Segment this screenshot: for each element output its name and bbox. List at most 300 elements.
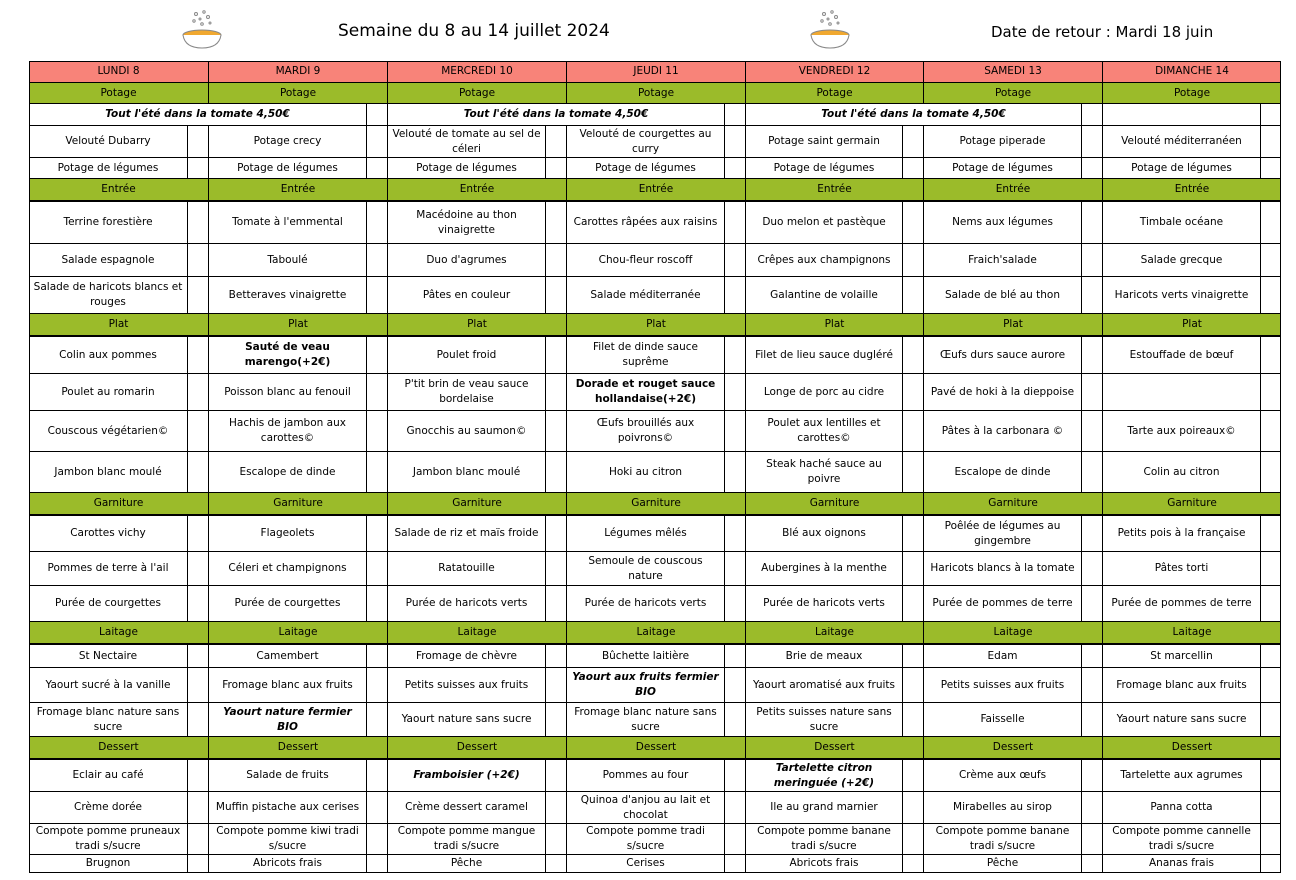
cell-divider xyxy=(724,202,725,243)
cell-divider xyxy=(1260,645,1261,667)
cell-divider xyxy=(1260,586,1261,621)
cell-divider xyxy=(545,411,546,451)
cell-divider xyxy=(187,516,188,551)
table-row xyxy=(29,645,1281,668)
cell-divider xyxy=(902,126,903,157)
menu-item: Pâtes en couleur xyxy=(387,277,545,313)
cell-divider xyxy=(724,760,725,791)
menu-table xyxy=(29,61,1281,873)
promo-row xyxy=(29,104,1281,126)
cell-divider xyxy=(366,244,367,276)
menu-item: Duo melon et pastèque xyxy=(745,202,902,243)
menu-item: Poisson blanc au fenouil xyxy=(208,374,366,410)
day-header: DIMANCHE 14 xyxy=(1102,61,1281,82)
menu-item: Taboulé xyxy=(208,244,366,276)
cell-divider xyxy=(902,586,903,621)
cell-divider xyxy=(366,703,367,736)
cell-divider xyxy=(187,855,188,872)
menu-item: Yaourt nature sans sucre xyxy=(1102,703,1260,736)
menu-item: Fromage blanc nature sans sucre xyxy=(36,705,180,733)
category-label: Garniture xyxy=(208,493,387,514)
cell-divider xyxy=(724,374,725,410)
promo-banner: Tout l'été dans la tomate 4,50€ xyxy=(387,104,724,125)
menu-item: Salade grecque xyxy=(1102,244,1260,276)
cell-divider xyxy=(1081,277,1082,313)
menu-item: Yaourt aux fruits fermier BIO xyxy=(566,668,724,702)
menu-item: Quinoa d'anjou au lait et chocolat xyxy=(566,792,724,823)
menu-item: Fraich'salade xyxy=(923,244,1081,276)
cell-divider xyxy=(545,824,546,854)
menu-item: Fromage blanc aux fruits xyxy=(208,668,366,702)
table-row xyxy=(29,824,1281,855)
day-header: JEUDI 11 xyxy=(566,61,745,82)
category-row-plat xyxy=(29,314,1281,337)
category-label: Dessert xyxy=(208,737,387,758)
table-row xyxy=(29,411,1281,452)
menu-item: Potage de légumes xyxy=(923,158,1081,178)
menu-item: Crème dessert caramel xyxy=(387,792,545,823)
cell-divider xyxy=(1081,374,1082,410)
cell-divider xyxy=(1081,244,1082,276)
menu-item: Estouffade de bœuf xyxy=(1102,337,1260,373)
cell-divider xyxy=(724,277,725,313)
menu-item: Pommes de terre à l'ail xyxy=(47,562,169,574)
cell-divider xyxy=(1081,411,1082,451)
menu-item: St Nectaire xyxy=(78,649,138,662)
menu-item: Longe de porc au cidre xyxy=(745,374,902,410)
menu-item: Potage de légumes xyxy=(57,161,159,174)
cell-divider xyxy=(187,586,188,621)
menu-item: Nems aux légumes xyxy=(923,202,1081,243)
menu-item: Fromage blanc nature sans sucre xyxy=(566,703,724,736)
menu-item: Compote pomme cannelle tradi s/sucre xyxy=(1102,824,1260,854)
soup-bowl-icon xyxy=(180,8,224,52)
cell-divider xyxy=(724,792,725,823)
cell-divider xyxy=(1260,244,1261,276)
category-label: Laitage xyxy=(1102,622,1281,643)
cell-divider xyxy=(724,104,725,125)
cell-divider xyxy=(902,411,903,451)
cell-divider xyxy=(724,855,725,872)
menu-item: Yaourt aromatisé aux fruits xyxy=(745,668,902,702)
menu-item: Brugnon xyxy=(85,857,131,869)
menu-item: Ananas frais xyxy=(1102,855,1260,872)
category-label: Laitage xyxy=(208,622,387,643)
category-label: Entrée xyxy=(208,179,387,200)
menu-item: Poêlée de légumes au gingembre xyxy=(923,516,1081,551)
cell-divider xyxy=(902,824,903,854)
menu-item: Légumes mêlés xyxy=(566,516,724,551)
menu-item: Potage de légumes xyxy=(208,158,366,178)
cell-divider xyxy=(545,855,546,872)
category-label: Dessert xyxy=(387,737,566,758)
cell-divider xyxy=(1260,552,1261,585)
table-row xyxy=(29,374,1281,411)
menu-item: Compote pomme tradi s/sucre xyxy=(566,824,724,854)
cell-divider xyxy=(724,586,725,621)
category-label: Plat xyxy=(208,314,387,335)
cell-divider xyxy=(545,244,546,276)
cell-divider xyxy=(366,516,367,551)
category-label: Potage xyxy=(1102,83,1281,103)
cell-divider xyxy=(187,703,188,736)
cell-divider xyxy=(724,337,725,373)
category-label: Potage xyxy=(923,83,1102,103)
cell-divider xyxy=(187,374,188,410)
cell-divider xyxy=(1081,202,1082,243)
cell-divider xyxy=(187,202,188,243)
cell-divider xyxy=(1260,411,1261,451)
category-label: Entrée xyxy=(1102,179,1281,200)
menu-item: Purée de haricots verts xyxy=(566,586,724,621)
table-row xyxy=(29,452,1281,493)
menu-item: Purée de courgettes xyxy=(208,586,366,621)
category-label: Laitage xyxy=(566,622,745,643)
cell-divider xyxy=(902,452,903,492)
menu-item: Abricots frais xyxy=(745,855,902,872)
empty-cell xyxy=(1102,104,1260,125)
category-label: Dessert xyxy=(29,737,208,758)
menu-item: Potage de légumes xyxy=(566,158,724,178)
cell-divider xyxy=(1081,552,1082,585)
category-label: Laitage xyxy=(387,622,566,643)
menu-item: Steak haché sauce au poivre xyxy=(745,452,902,492)
cell-divider xyxy=(545,552,546,585)
menu-item: Escalope de dinde xyxy=(208,452,366,492)
menu-item: Petits suisses nature sans sucre xyxy=(745,703,902,736)
menu-item: Crème aux œufs xyxy=(923,760,1081,791)
menu-item: Salade méditerranée xyxy=(566,277,724,313)
cell-divider xyxy=(366,104,367,125)
category-row-garniture xyxy=(29,493,1281,516)
cell-divider xyxy=(187,645,188,667)
cell-divider xyxy=(366,277,367,313)
category-label: Plat xyxy=(387,314,566,335)
menu-item: Céleri et champignons xyxy=(208,552,366,585)
cell-divider xyxy=(902,202,903,243)
category-row-potage xyxy=(29,83,1281,104)
table-row xyxy=(29,158,1281,179)
menu-item: Purée de pommes de terre xyxy=(923,586,1081,621)
menu-item: Tarte aux poireaux© xyxy=(1102,411,1260,451)
menu-item: Pêche xyxy=(923,855,1081,872)
promo-banner: Tout l'été dans la tomate 4,50€ xyxy=(105,108,290,120)
menu-item: Flageolets xyxy=(208,516,366,551)
day-header: VENDREDI 12 xyxy=(745,61,923,82)
menu-item: Aubergines à la menthe xyxy=(745,552,902,585)
menu-item: Muffin pistache aux cerises xyxy=(208,792,366,823)
cell-divider xyxy=(366,202,367,243)
cell-divider xyxy=(1260,703,1261,736)
menu-item: Pêche xyxy=(387,855,545,872)
menu-item: Fromage de chèvre xyxy=(387,645,545,667)
cell-divider xyxy=(902,337,903,373)
menu-item xyxy=(1102,374,1260,410)
cell-divider xyxy=(1260,760,1261,791)
menu-item: Yaourt sucré à la vanille xyxy=(45,678,171,691)
category-label: Plat xyxy=(1102,314,1281,335)
category-label: Entrée xyxy=(29,179,208,200)
menu-item: Ile au grand marnier xyxy=(745,792,902,823)
cell-divider xyxy=(1081,452,1082,492)
table-row xyxy=(29,202,1281,244)
cell-divider xyxy=(1081,792,1082,823)
menu-item: Pommes au four xyxy=(566,760,724,791)
category-label: Potage xyxy=(29,83,208,103)
cell-divider xyxy=(1260,337,1261,373)
cell-divider xyxy=(187,452,188,492)
day-header: MERCREDI 10 xyxy=(387,61,566,82)
cell-divider xyxy=(724,158,725,178)
menu-item: Purée de pommes de terre xyxy=(1102,586,1260,621)
cell-divider xyxy=(1260,374,1261,410)
menu-item: Tomate à l'emmental xyxy=(208,202,366,243)
cell-divider xyxy=(545,760,546,791)
cell-divider xyxy=(724,645,725,667)
category-label: Potage xyxy=(387,83,566,103)
cell-divider xyxy=(545,516,546,551)
menu-item: Cerises xyxy=(566,855,724,872)
menu-item: Salade de blé au thon xyxy=(923,277,1081,313)
cell-divider xyxy=(366,855,367,872)
menu-item: Pavé de hoki à la dieppoise xyxy=(923,374,1081,410)
menu-item: Timbale océane xyxy=(1102,202,1260,243)
cell-divider xyxy=(1081,126,1082,157)
cell-divider xyxy=(187,760,188,791)
category-label: Garniture xyxy=(1102,493,1281,514)
category-label: Entrée xyxy=(566,179,745,200)
cell-divider xyxy=(724,668,725,702)
cell-divider xyxy=(1081,337,1082,373)
cell-divider xyxy=(366,552,367,585)
cell-divider xyxy=(724,516,725,551)
cell-divider xyxy=(1081,703,1082,736)
cell-divider xyxy=(366,126,367,157)
cell-divider xyxy=(902,244,903,276)
cell-divider xyxy=(545,452,546,492)
category-row-dessert xyxy=(29,737,1281,760)
cell-divider xyxy=(724,703,725,736)
menu-item: Terrine forestière xyxy=(63,216,153,228)
menu-item: Hachis de jambon aux carottes© xyxy=(208,411,366,451)
menu-item: Poulet froid xyxy=(387,337,545,373)
cell-divider xyxy=(187,158,188,178)
menu-item: Crème dorée xyxy=(74,801,142,813)
cell-divider xyxy=(1081,668,1082,702)
cell-divider xyxy=(902,760,903,791)
menu-item: Faisselle xyxy=(923,703,1081,736)
category-label: Garniture xyxy=(387,493,566,514)
menu-item: Tartelette citron meringuée (+2€) xyxy=(745,760,902,791)
cell-divider xyxy=(724,244,725,276)
cell-divider xyxy=(724,126,725,157)
menu-item: Fromage blanc aux fruits xyxy=(1102,668,1260,702)
menu-item: Filet de lieu sauce dugléré xyxy=(745,337,902,373)
cell-divider xyxy=(545,126,546,157)
cell-divider xyxy=(366,586,367,621)
return-date: Date de retour : Mardi 18 juin xyxy=(991,23,1214,41)
menu-item: Carottes râpées aux raisins xyxy=(566,202,724,243)
cell-divider xyxy=(545,703,546,736)
table-row xyxy=(29,126,1281,158)
cell-divider xyxy=(545,374,546,410)
cell-divider xyxy=(187,244,188,276)
cell-divider xyxy=(1260,668,1261,702)
day-header: MARDI 9 xyxy=(208,61,387,82)
menu-item: Sauté de veau marengo(+2€) xyxy=(208,337,366,373)
menu-item: Couscous végétarien© xyxy=(47,424,169,437)
category-label: Laitage xyxy=(29,622,208,643)
cell-divider xyxy=(366,645,367,667)
category-label: Dessert xyxy=(923,737,1102,758)
menu-item: Yaourt nature sans sucre xyxy=(387,703,545,736)
menu-item: Edam xyxy=(923,645,1081,667)
table-row xyxy=(29,792,1281,824)
category-label: Garniture xyxy=(566,493,745,514)
menu-item: Mirabelles au sirop xyxy=(923,792,1081,823)
cell-divider xyxy=(545,668,546,702)
menu-item: Salade de haricots blancs et rouges xyxy=(33,281,183,308)
menu-item: Œufs brouillés aux poivrons© xyxy=(566,411,724,451)
menu-item: Œufs durs sauce aurore xyxy=(923,337,1081,373)
menu-item: Crêpes aux champignons xyxy=(745,244,902,276)
menu-item: Haricots blancs à la tomate xyxy=(923,552,1081,585)
menu-item: Haricots verts vinaigrette xyxy=(1102,277,1260,313)
cell-divider xyxy=(902,703,903,736)
cell-divider xyxy=(545,792,546,823)
category-label: Entrée xyxy=(923,179,1102,200)
cell-divider xyxy=(1260,158,1261,178)
menu-item: Potage crecy xyxy=(208,126,366,157)
menu-item: Framboisier (+2€) xyxy=(387,760,545,791)
menu-item: Camembert xyxy=(208,645,366,667)
category-label: Entrée xyxy=(745,179,923,200)
menu-item: Salade de riz et maïs froide xyxy=(387,516,545,551)
cell-divider xyxy=(902,552,903,585)
menu-item: Abricots frais xyxy=(208,855,366,872)
category-label: Garniture xyxy=(745,493,923,514)
category-label: Dessert xyxy=(745,737,923,758)
menu-item: Poulet aux lentilles et carottes© xyxy=(745,411,902,451)
menu-item: Semoule de couscous nature xyxy=(566,552,724,585)
menu-item: Purée de haricots verts xyxy=(387,586,545,621)
menu-item: Purée de courgettes xyxy=(55,597,161,609)
menu-item: Compote pomme mangue tradi s/sucre xyxy=(387,824,545,854)
cell-divider xyxy=(1081,158,1082,178)
cell-divider xyxy=(1081,760,1082,791)
menu-item: Escalope de dinde xyxy=(923,452,1081,492)
cell-divider xyxy=(902,516,903,551)
cell-divider xyxy=(545,337,546,373)
table-row xyxy=(29,760,1281,792)
cell-divider xyxy=(1081,104,1082,125)
cell-divider xyxy=(902,792,903,823)
menu-item: Jambon blanc moulé xyxy=(387,452,545,492)
menu-item: Colin aux pommes xyxy=(59,348,157,361)
menu-item: Purée de haricots verts xyxy=(745,586,902,621)
cell-divider xyxy=(366,411,367,451)
table-row xyxy=(29,277,1281,314)
cell-divider xyxy=(1260,824,1261,854)
category-label: Entrée xyxy=(387,179,566,200)
cell-divider xyxy=(902,668,903,702)
category-label: Dessert xyxy=(566,737,745,758)
category-label: Plat xyxy=(745,314,923,335)
menu-item: Potage de légumes xyxy=(745,158,902,178)
category-label: Garniture xyxy=(29,493,208,514)
cell-divider xyxy=(366,337,367,373)
cell-divider xyxy=(187,277,188,313)
cell-divider xyxy=(366,824,367,854)
menu-item: St marcellin xyxy=(1102,645,1260,667)
table-row xyxy=(29,244,1281,277)
cell-divider xyxy=(545,202,546,243)
cell-divider xyxy=(366,158,367,178)
cell-divider xyxy=(902,374,903,410)
menu-item: P'tit brin de veau sauce bordelaise xyxy=(387,374,545,410)
table-row xyxy=(29,586,1281,622)
menu-item: Colin au citron xyxy=(1102,452,1260,492)
category-label: Plat xyxy=(923,314,1102,335)
cell-divider xyxy=(1081,645,1082,667)
menu-item: Salade de fruits xyxy=(208,760,366,791)
category-label: Potage xyxy=(745,83,923,103)
category-label: Potage xyxy=(566,83,745,103)
menu-item: Tartelette aux agrumes xyxy=(1102,760,1260,791)
cell-divider xyxy=(724,824,725,854)
cell-divider xyxy=(1260,792,1261,823)
menu-item: Velouté Dubarry xyxy=(65,135,151,147)
cell-divider xyxy=(187,668,188,702)
promo-banner: Tout l'été dans la tomate 4,50€ xyxy=(745,104,1081,125)
cell-divider xyxy=(902,645,903,667)
cell-divider xyxy=(902,277,903,313)
cell-divider xyxy=(1081,516,1082,551)
menu-item: Pâtes à la carbonara © xyxy=(923,411,1081,451)
cell-divider xyxy=(1260,126,1261,157)
soup-bowl-icon xyxy=(808,8,852,52)
cell-divider xyxy=(1260,516,1261,551)
menu-item: Velouté méditerranéen xyxy=(1102,126,1260,157)
cell-divider xyxy=(1081,824,1082,854)
cell-divider xyxy=(1081,855,1082,872)
menu-item: Blé aux oignons xyxy=(745,516,902,551)
cell-divider xyxy=(724,411,725,451)
menu-item: Potage de légumes xyxy=(1102,158,1260,178)
menu-item: Jambon blanc moulé xyxy=(54,465,162,478)
cell-divider xyxy=(366,792,367,823)
category-row-entree xyxy=(29,179,1281,202)
cell-divider xyxy=(902,855,903,872)
cell-divider xyxy=(545,645,546,667)
cell-divider xyxy=(366,374,367,410)
menu-item: Velouté de courgettes au curry xyxy=(566,126,724,157)
day-header-row xyxy=(29,61,1281,83)
table-row xyxy=(29,516,1281,552)
menu-item: Potage piperade xyxy=(923,126,1081,157)
cell-divider xyxy=(366,452,367,492)
menu-item: Yaourt nature fermier BIO xyxy=(208,703,366,736)
cell-divider xyxy=(545,277,546,313)
cell-divider xyxy=(724,452,725,492)
menu-item: Betteraves vinaigrette xyxy=(208,277,366,313)
cell-divider xyxy=(187,337,188,373)
table-row xyxy=(29,668,1281,703)
menu-item: Filet de dinde sauce suprême xyxy=(566,337,724,373)
cell-divider xyxy=(1260,104,1261,125)
table-row xyxy=(29,703,1281,737)
menu-item: Panna cotta xyxy=(1102,792,1260,823)
